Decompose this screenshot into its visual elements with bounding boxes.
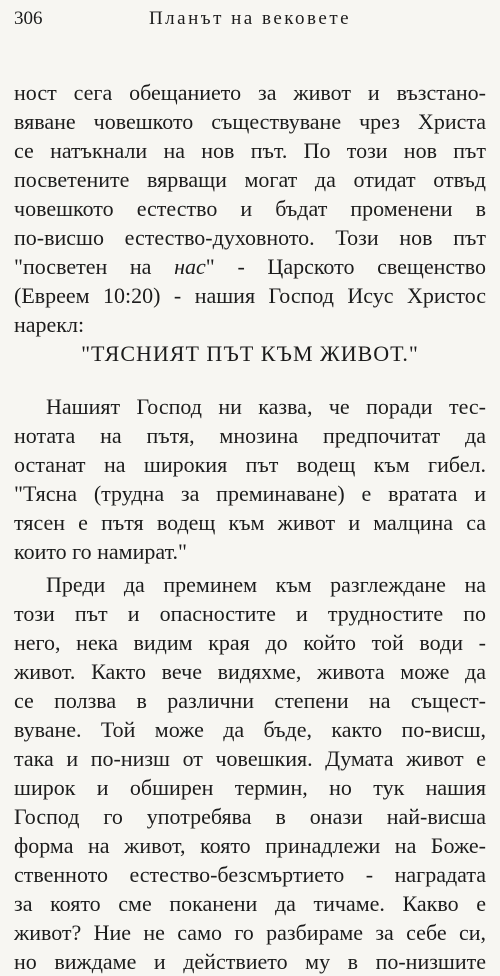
- text-line: по-висшо естество-духовното. Този нов път: [14, 225, 486, 250]
- text-line: Нашият Господ ни казва, че поради тес-: [46, 394, 486, 419]
- text-line: живот. Както вече видяхме, живота може да: [14, 659, 486, 684]
- text-line: (Евреем 10:20) - нашия Господ Исус Христос: [14, 283, 486, 308]
- text-line: [14, 252, 486, 281]
- text-line: Преди да преминем към разглеждане на: [46, 572, 486, 597]
- text-line: "Тясна (трудна за преминаване) е вратата и: [14, 481, 486, 506]
- section-heading: "ТЯСНИЯТ ПЪТ КЪМ ЖИВОТ.": [81, 341, 419, 366]
- text-line: се ползва в различни степени на същест-: [14, 688, 486, 713]
- text-line: вяване човешкото съществуване чрез Христа: [14, 109, 486, 134]
- text-line: Господ го употребява в онази най-висша: [14, 804, 486, 829]
- paragraph: [14, 570, 486, 976]
- text-line: него, нека видим края до който той води -: [14, 630, 486, 655]
- page-number: 306: [14, 8, 43, 29]
- paragraph: [14, 78, 486, 339]
- text-fragment: " - Царското свещенство: [205, 254, 486, 279]
- text-line: които го намират.": [14, 539, 188, 564]
- text-line: се натъкнали на нов път. По този нов път: [14, 138, 486, 163]
- page-header: [14, 8, 486, 34]
- text-line: форма на живот, която принадлежи на Боже-: [14, 833, 486, 858]
- text-line: ственното естество-безсмъртието - наградата: [14, 862, 486, 887]
- text-fragment: "посветен на: [14, 254, 175, 279]
- text-line: така и по-низш от човешкия. Думата живот е: [14, 746, 486, 771]
- section-spacer: [14, 368, 486, 392]
- italic-word: нас: [174, 254, 206, 279]
- text-line: за която сме поканени да тичаме. Какво е: [14, 891, 486, 916]
- text-line: нотата на пътя, мнозина предпочитат да: [14, 423, 486, 448]
- paragraph: [14, 392, 486, 566]
- body-text: [14, 78, 486, 976]
- text-line: но виждаме и действието му в по-низшите: [14, 949, 486, 974]
- text-line: останат на широкия път водещ към гибел.: [14, 452, 486, 477]
- text-line: посветените вярващи могат да отидат отвъд: [14, 167, 486, 192]
- text-line: вуване. Той може да бъде, както по-висш,: [14, 717, 486, 742]
- text-line: нарекл:: [14, 312, 85, 337]
- text-line: този път и опасностите и трудностите по: [14, 601, 486, 626]
- running-title: Планът на вековете: [148, 8, 352, 29]
- text-line: широк и обширен термин, но тук нашия: [14, 775, 486, 800]
- text-line: човешкото естество и бъдат променени в: [14, 196, 486, 221]
- text-line: ност сега обещанието за живот и възстано-: [14, 80, 486, 105]
- text-line: живот? Ние не само го разбираме за себе си,: [14, 920, 486, 945]
- text-line: тясен е пътя водещ към живот и малцина са: [14, 510, 486, 535]
